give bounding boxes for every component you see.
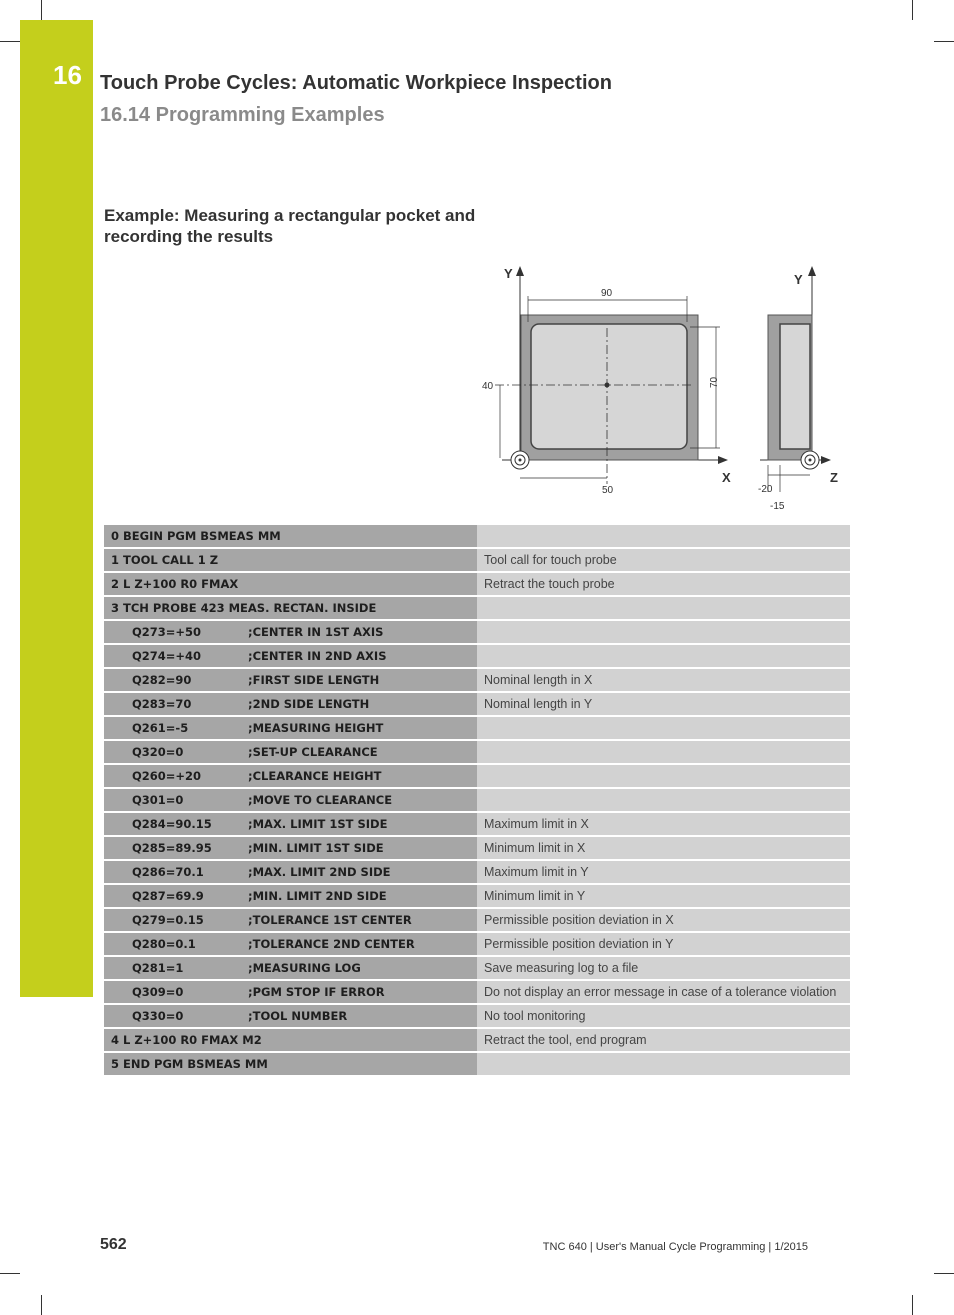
q-parameter: Q282=90	[132, 673, 192, 687]
dim-center-x: 50	[602, 485, 614, 496]
q-parameter-comment: ;CENTER IN 1ST AXIS	[248, 625, 384, 639]
program-code-cell	[104, 669, 477, 691]
q-parameter-comment: ;MOVE TO CLEARANCE	[248, 793, 393, 807]
program-code-cell	[104, 933, 477, 955]
q-parameter-comment: ;TOLERANCE 2ND CENTER	[248, 937, 415, 951]
chapter-number: 16	[53, 60, 82, 90]
program-row	[104, 789, 850, 811]
q-parameter: Q273=+50	[132, 625, 202, 639]
program-code-cell	[104, 1053, 477, 1075]
program-description: No tool monitoring	[477, 1005, 850, 1027]
crop-mark	[0, 1273, 20, 1274]
q-parameter-comment: ;CLEARANCE HEIGHT	[248, 769, 382, 783]
program-description	[477, 765, 850, 787]
nc-block: 0 BEGIN PGM BSMEAS MM	[111, 529, 281, 543]
section-title: 16.14 Programming Examples	[100, 104, 385, 126]
program-description	[477, 1053, 850, 1075]
program-description: Maximum limit in X	[477, 813, 850, 835]
q-parameter: Q309=0	[132, 985, 184, 999]
program-row	[104, 1053, 850, 1075]
program-row	[104, 765, 850, 787]
dim-height: 70	[709, 376, 720, 388]
program-code-cell	[104, 885, 477, 907]
program-row	[104, 741, 850, 763]
program-code-cell	[104, 861, 477, 883]
q-parameter: Q274=+40	[132, 649, 202, 663]
program-description: Minimum limit in Y	[477, 885, 850, 907]
program-row	[104, 573, 850, 595]
page-number: 562	[100, 1236, 127, 1253]
q-parameter: Q279=0.15	[132, 913, 204, 927]
program-row	[104, 693, 850, 715]
q-parameter: Q283=70	[132, 697, 192, 711]
q-parameter-comment: ;TOOL NUMBER	[248, 1009, 348, 1023]
program-code-cell	[104, 573, 477, 595]
dim-width: 90	[601, 288, 613, 299]
program-row	[104, 861, 850, 883]
program-code-cell	[104, 525, 477, 547]
q-parameter: Q287=69.9	[132, 889, 204, 903]
program-description	[477, 717, 850, 739]
nc-block: 1 TOOL CALL 1 Z	[111, 553, 219, 567]
crop-mark	[41, 1295, 42, 1315]
crop-mark	[912, 1295, 913, 1315]
program-code-cell	[104, 909, 477, 931]
q-parameter: Q285=89.95	[132, 841, 212, 855]
program-description: Retract the touch probe	[477, 573, 850, 595]
q-parameter-comment: ;SET-UP CLEARANCE	[248, 745, 378, 759]
program-code-cell	[104, 549, 477, 571]
program-row	[104, 597, 850, 619]
program-code-cell	[104, 1005, 477, 1027]
program-code-cell	[104, 693, 477, 715]
q-parameter-comment: ;FIRST SIDE LENGTH	[248, 673, 380, 687]
program-code-cell	[104, 957, 477, 979]
dim-depth-a: -20	[758, 484, 773, 495]
program-row	[104, 1029, 850, 1051]
crop-mark	[934, 41, 954, 42]
program-row	[104, 957, 850, 979]
program-description: Nominal length in Y	[477, 693, 850, 715]
program-description: Tool call for touch probe	[477, 549, 850, 571]
q-parameter-comment: ;2ND SIDE LENGTH	[248, 697, 370, 711]
q-parameter-comment: ;MIN. LIMIT 1ST SIDE	[248, 841, 384, 855]
program-description	[477, 597, 850, 619]
crop-mark	[41, 0, 42, 20]
program-row	[104, 525, 850, 547]
program-row	[104, 621, 850, 643]
axis-y-right-label: Y	[794, 272, 803, 287]
example-title: Example: Measuring a rectangular pocket and recording the results	[104, 206, 476, 246]
nc-program-table	[104, 523, 850, 1077]
q-parameter: Q284=90.15	[132, 817, 212, 831]
q-parameter-comment: ;TOLERANCE 1ST CENTER	[248, 913, 412, 927]
program-row	[104, 549, 850, 571]
program-description: Permissible position deviation in Y	[477, 933, 850, 955]
crop-mark	[934, 1273, 954, 1274]
program-description	[477, 741, 850, 763]
q-parameter-comment: ;MIN. LIMIT 2ND SIDE	[248, 889, 387, 903]
program-row	[104, 909, 850, 931]
program-description: Nominal length in X	[477, 669, 850, 691]
program-row	[104, 669, 850, 691]
q-parameter-comment: ;MAX. LIMIT 1ST SIDE	[248, 817, 388, 831]
program-code-cell	[104, 813, 477, 835]
workpiece-drawing	[470, 260, 870, 518]
crop-mark	[0, 41, 20, 42]
program-row	[104, 1005, 850, 1027]
program-description: Do not display an error message in case of a tolerance violation	[477, 981, 850, 1003]
program-row	[104, 837, 850, 859]
program-description: Save measuring log to a file	[477, 957, 850, 979]
q-parameter: Q260=+20	[132, 769, 202, 783]
side-pocket	[780, 324, 810, 449]
nc-block: 3 TCH PROBE 423 MEAS. RECTAN. INSIDE	[111, 601, 377, 615]
q-parameter: Q286=70.1	[132, 865, 204, 879]
program-code-cell	[104, 1029, 477, 1051]
q-parameter: Q320=0	[132, 745, 184, 759]
program-code-cell	[104, 765, 477, 787]
program-description: Retract the tool, end program	[477, 1029, 850, 1051]
dim-center-y: 40	[482, 381, 494, 392]
program-row	[104, 885, 850, 907]
program-row	[104, 981, 850, 1003]
q-parameter-comment: ;MEASURING HEIGHT	[248, 721, 384, 735]
q-parameter: Q281=1	[132, 961, 184, 975]
q-parameter-comment: ;PGM STOP IF ERROR	[248, 985, 385, 999]
axis-y-label: Y	[504, 266, 513, 281]
q-parameter-comment: ;MEASURING LOG	[248, 961, 361, 975]
program-description: Maximum limit in Y	[477, 861, 850, 883]
program-code-cell	[104, 837, 477, 859]
crop-mark	[912, 0, 913, 20]
dim-depth-b: -15	[770, 501, 785, 512]
q-parameter: Q301=0	[132, 793, 184, 807]
q-parameter-comment: ;MAX. LIMIT 2ND SIDE	[248, 865, 391, 879]
q-parameter: Q330=0	[132, 1009, 184, 1023]
axis-x-label: X	[722, 470, 731, 485]
q-parameter: Q261=-5	[132, 721, 189, 735]
q-parameter: Q280=0.1	[132, 937, 196, 951]
program-row	[104, 717, 850, 739]
nc-block: 2 L Z+100 R0 FMAX	[111, 577, 239, 591]
footer-text: TNC 640 | User's Manual Cycle Programming | 1/2015	[542, 1241, 808, 1253]
program-code-cell	[104, 741, 477, 763]
program-row	[104, 645, 850, 667]
program-description: Permissible position deviation in X	[477, 909, 850, 931]
program-code-cell	[104, 789, 477, 811]
program-description	[477, 621, 850, 643]
axis-z-label: Z	[830, 470, 838, 485]
program-row	[104, 813, 850, 835]
program-row	[104, 933, 850, 955]
nc-block: 5 END PGM BSMEAS MM	[111, 1057, 268, 1071]
program-description: Minimum limit in X	[477, 837, 850, 859]
program-code-cell	[104, 717, 477, 739]
nc-block: 4 L Z+100 R0 FMAX M2	[111, 1033, 262, 1047]
program-description	[477, 789, 850, 811]
q-parameter-comment: ;CENTER IN 2ND AXIS	[248, 649, 387, 663]
program-code-cell	[104, 981, 477, 1003]
program-code-cell	[104, 621, 477, 643]
program-code-cell	[104, 645, 477, 667]
program-description	[477, 525, 850, 547]
program-code-cell	[104, 597, 477, 619]
chapter-sidebar	[20, 20, 93, 997]
program-description	[477, 645, 850, 667]
chapter-title: Touch Probe Cycles: Automatic Workpiece Inspection	[100, 72, 612, 94]
